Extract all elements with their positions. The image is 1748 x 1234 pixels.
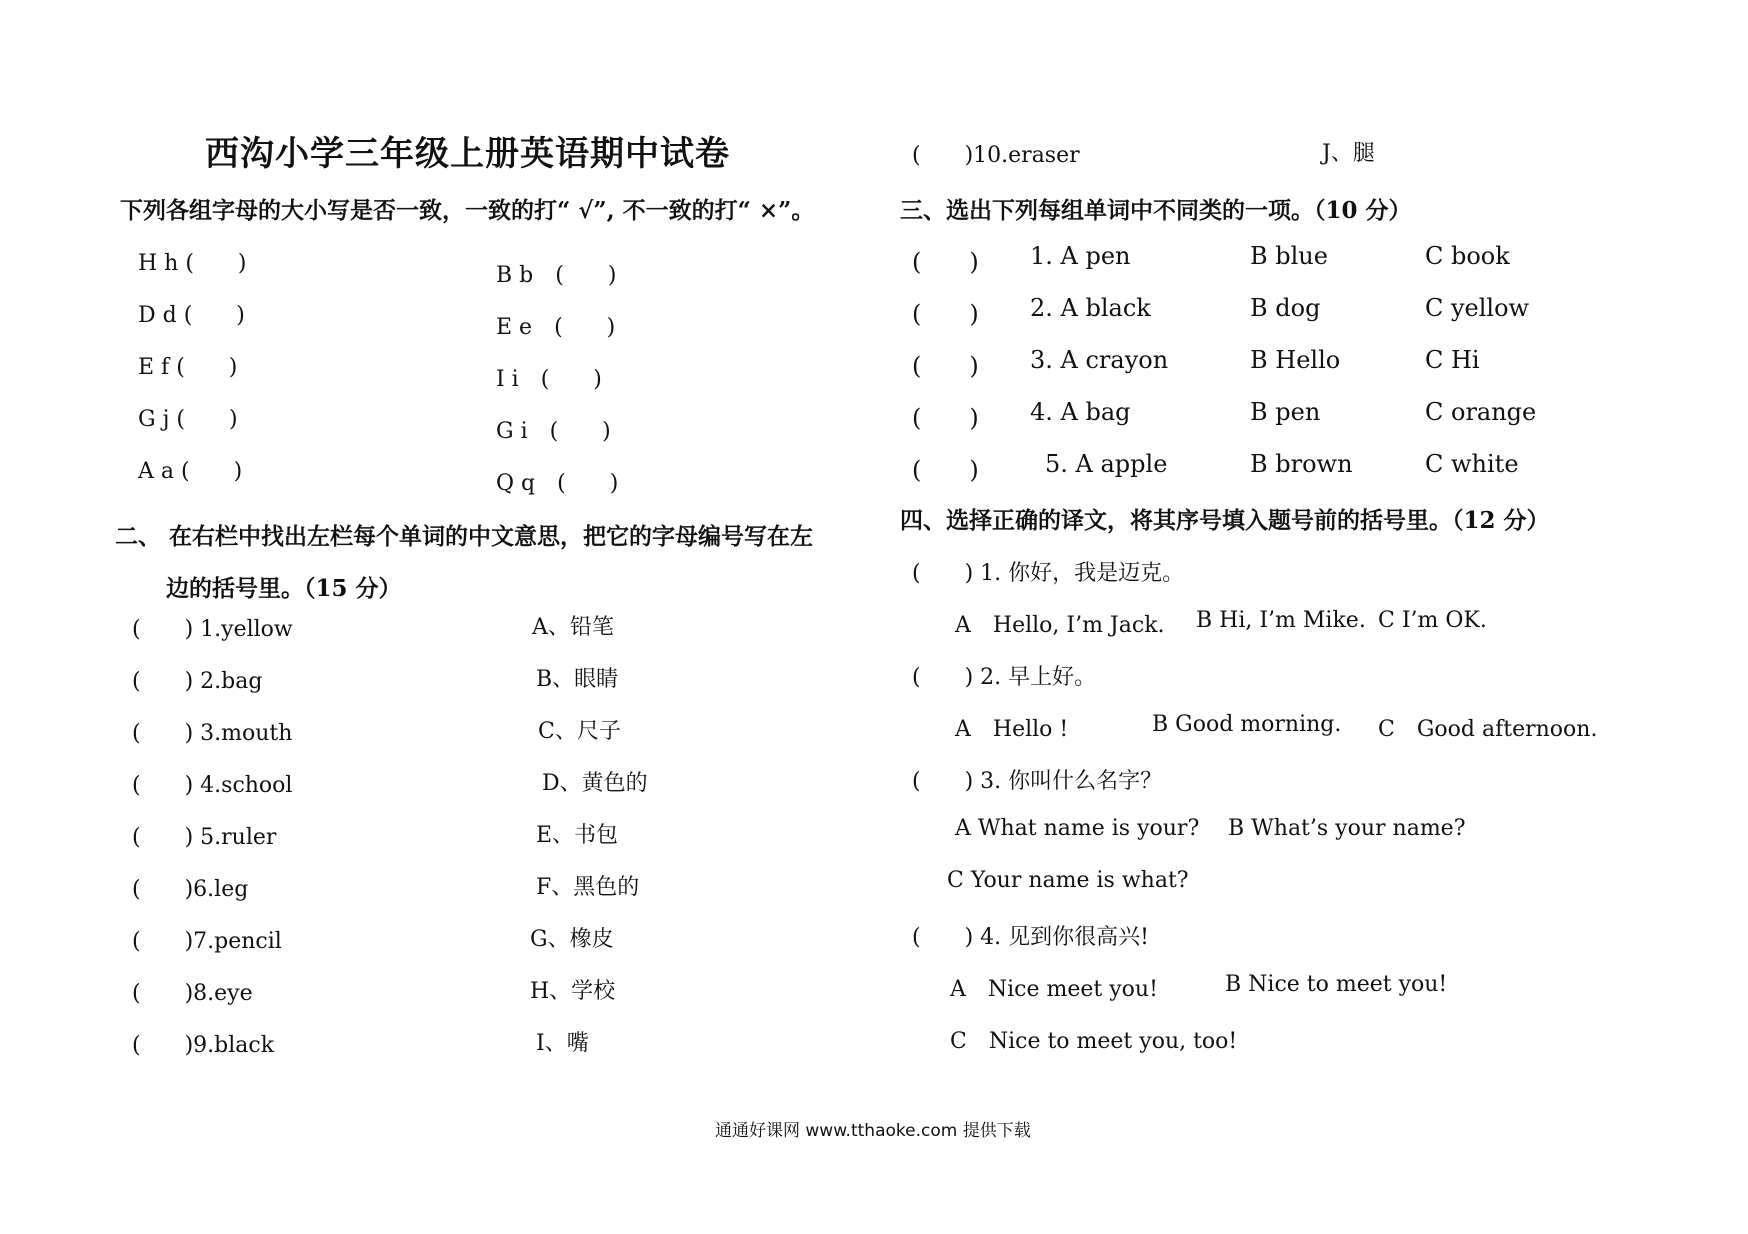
group-paren: ( ) [912, 300, 979, 328]
group-option-a: 4. A bag [1030, 398, 1131, 426]
group-option-a: 1. A pen [1030, 242, 1131, 270]
meaning-item: C、尺子 [538, 719, 621, 744]
word-item: ( ) 3.mouth [132, 721, 293, 746]
letter-pair-right: I i ( ) [496, 367, 602, 392]
question-option: A Nice meet you! [950, 977, 1158, 1002]
question-stem: ( ) 4. 见到你很高兴! [912, 925, 1149, 950]
letter-pair-left: H h ( ) [138, 251, 247, 276]
question-stem: ( ) 2. 早上好。 [912, 665, 1097, 690]
question-option: C Nice to meet you, too! [950, 1029, 1238, 1054]
group-option-a: 5. A apple [1045, 450, 1168, 478]
word-item: ( ) 2.bag [132, 669, 263, 694]
question-option: C I’m OK. [1378, 608, 1487, 633]
meaning-item: E、书包 [536, 823, 619, 848]
word-item: ( ) 4.school [132, 773, 293, 798]
group-paren: ( ) [912, 352, 979, 380]
meaning-item: J、腿 [1322, 141, 1375, 166]
word-item: ( )10.eraser [912, 143, 1080, 168]
question-option: B Good morning. [1152, 712, 1342, 737]
group-option-c: C orange [1425, 398, 1537, 426]
group-option-b: B dog [1250, 294, 1321, 322]
group-option-b: B brown [1250, 450, 1353, 478]
page-title: 西沟小学三年级上册英语期中试卷 [205, 134, 730, 174]
meaning-item: G、橡皮 [530, 927, 614, 952]
word-item: ( )6.leg [132, 877, 249, 902]
question-option: A What name is your? [955, 816, 1200, 841]
group-option-c: C yellow [1425, 294, 1530, 322]
letter-pair-left: E f ( ) [138, 355, 238, 380]
meaning-item: F、黑色的 [536, 875, 640, 900]
letter-pair-left: A a ( ) [138, 459, 243, 484]
group-option-c: C Hi [1425, 346, 1480, 374]
meaning-item: H、学校 [530, 979, 616, 1004]
question-option: B What’s your name? [1228, 816, 1466, 841]
section2-heading-line1: 二、 在右栏中找出左栏每个单词的中文意思，把它的字母编号写在左 [115, 523, 814, 550]
group-option-b: B pen [1250, 398, 1321, 426]
section2-heading-line2: 边的括号里。（15 分） [166, 575, 402, 602]
question-option: C Your name is what? [947, 868, 1189, 893]
question-stem: ( ) 3. 你叫什么名字？ [912, 769, 1163, 794]
letter-pair-right: E e ( ) [496, 315, 616, 340]
group-option-c: C white [1425, 450, 1519, 478]
section3-heading: 三、选出下列每组单词中不同类的一项。（10 分） [900, 197, 1412, 224]
letter-pair-right: B b ( ) [496, 263, 617, 288]
letter-pair-left: D d ( ) [138, 303, 245, 328]
group-option-b: B Hello [1250, 346, 1341, 374]
word-item: ( ) 1.yellow [132, 617, 293, 642]
word-item: ( )8.eye [132, 981, 253, 1006]
word-item: ( ) 5.ruler [132, 825, 277, 850]
question-stem: ( ) 1. 你好，我是迈克。 [912, 561, 1185, 586]
meaning-item: I、嘴 [536, 1031, 589, 1056]
question-option: A Hello ! [955, 717, 1069, 742]
group-option-a: 3. A crayon [1030, 346, 1169, 374]
meaning-item: A、铅笔 [532, 615, 614, 640]
meaning-item: B、眼睛 [536, 667, 619, 692]
letter-pair-right: G i ( ) [496, 419, 611, 444]
section1-heading: 下列各组字母的大小写是否一致，一致的打“ √”, 不一致的打“ ×”。 [120, 197, 815, 224]
word-item: ( )9.black [132, 1033, 275, 1058]
question-option: B Nice to meet you! [1225, 972, 1448, 997]
letter-pair-right: Q q ( ) [496, 471, 619, 496]
group-option-b: B blue [1250, 242, 1328, 270]
footer-text: 通通好课网 www.tthaoke.com 提供下载 [715, 1121, 1031, 1141]
meaning-item: D、黄色的 [542, 771, 648, 796]
group-option-c: C book [1425, 242, 1510, 270]
section4-heading: 四、选择正确的译文，将其序号填入题号前的括号里。（12 分） [900, 507, 1550, 534]
group-option-a: 2. A black [1030, 294, 1151, 322]
question-option: B Hi, I’m Mike. [1196, 608, 1366, 633]
word-item: ( )7.pencil [132, 929, 282, 954]
group-paren: ( ) [912, 248, 979, 276]
question-option: C Good afternoon. [1378, 717, 1598, 742]
question-option: A Hello, I’m Jack. [955, 613, 1165, 638]
group-paren: ( ) [912, 404, 979, 432]
group-paren: ( ) [912, 456, 979, 484]
letter-pair-left: G j ( ) [138, 407, 238, 432]
